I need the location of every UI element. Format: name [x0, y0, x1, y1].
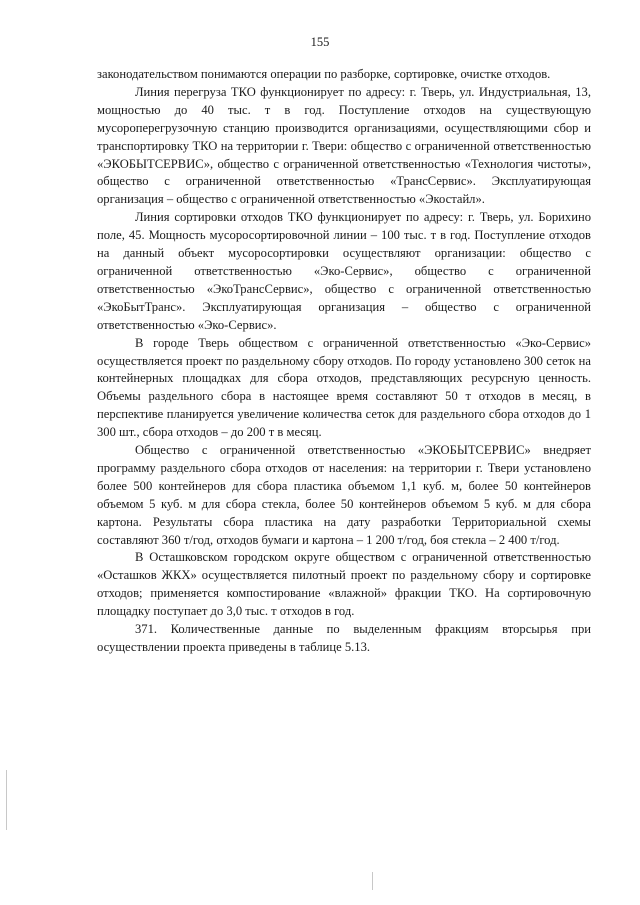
page-number: 155	[310, 35, 330, 49]
paragraph-sorting-line: Линия сортировки отходов ТКО функционирует по адресу: г. Тверь, ул. Борихино поле, 45. Мощность мусоросортировочной линии – 100 тыс. т в год. Поступление отходов на данный объект мусоросортировки осуществляют организации: общество с ограниченной ответственностью «Эко-Сервис», общество с ограниченной ответственностью «ЭкоТрансСервис», общество с ограниченной ответственностью «ЭкоБытТранс». Эксплуатирующая организация – общество с ограниченной ответственностью «Эко-Сервис».	[97, 210, 591, 332]
scan-margin-mark	[6, 770, 7, 830]
scan-margin-mark	[372, 872, 373, 890]
paragraph-ecobytservis-program: Общество с ограниченной ответственностью «ЭКОБЫТСЕРВИС» внедряет программу раздельного сбора отходов от населения: на территории г. Твери установлено более 500 контейнеров для сбора пластика объемом 1,1 куб. м, более 50 контейнеров объемом 5 куб. м для сбора стекла, более 50 контейнеров объемом 5 куб. м для сбора картона. Результаты сбора пластика на дату разработки Территориальной схемы составляют 360 т/год, отходов бумаги и картона – 1 200 т/год, боя стекла – 2 400 т/год.	[97, 443, 591, 547]
document-body	[97, 66, 591, 657]
paragraph-transfer-line: Линия перегруза ТКО функционирует по адресу: г. Тверь, ул. Индустриальная, 13, мощностью до 40 тыс. т в год. Поступление отходов на существующую мусороперегрузочную станцию производится организациями, осуществляющими сбор и транспортировку ТКО на территории г. Твери: общество с ограниченной ответственностью «ЭКОБЫТСЕРВИС», общество с ограниченной ответственностью «Технология чистоты», общество с ограниченной ответственностью «ТрансСервис». Эксплуатирующая организация – общество с ограниченной ответственностью «Экостайл».	[97, 84, 591, 207]
paragraph-ostashkov-project: В Осташковском городском округе обществом с ограниченной ответственностью «Осташков ЖКХ» осуществляется пилотный проект по раздельному сбору и сортировке отходов; применяется компостирование «влажной» фракции ТКО. На сортировочную площадку поступает до 3,0 тыс. т отходов в год.	[97, 550, 591, 619]
paragraph-separate-collection-tver: В городе Тверь обществом с ограниченной ответственностью «Эко-Сервис» осуществляется проект по раздельному сбору отходов. По городу установлено 300 сеток на контейнерных площадках для сбора отходов, представляющих ресурсную ценность. Объемы раздельного сбора в настоящее время составляют 50 т отходов в месяц, в перспективе планируется увеличение количества сеток для раздельного сбора отходов до 1 300 шт., сбора отходов – до 200 т в месяц.	[97, 335, 591, 440]
paragraph-continuation: законодательством понимаются операции по разборке, сортировке, очистке отходов.	[97, 67, 551, 81]
paragraph-371: 371. Количественные данные по выделенным фракциям вторсырья при осуществлении проекта приведены в таблице 5.13.	[97, 622, 591, 654]
